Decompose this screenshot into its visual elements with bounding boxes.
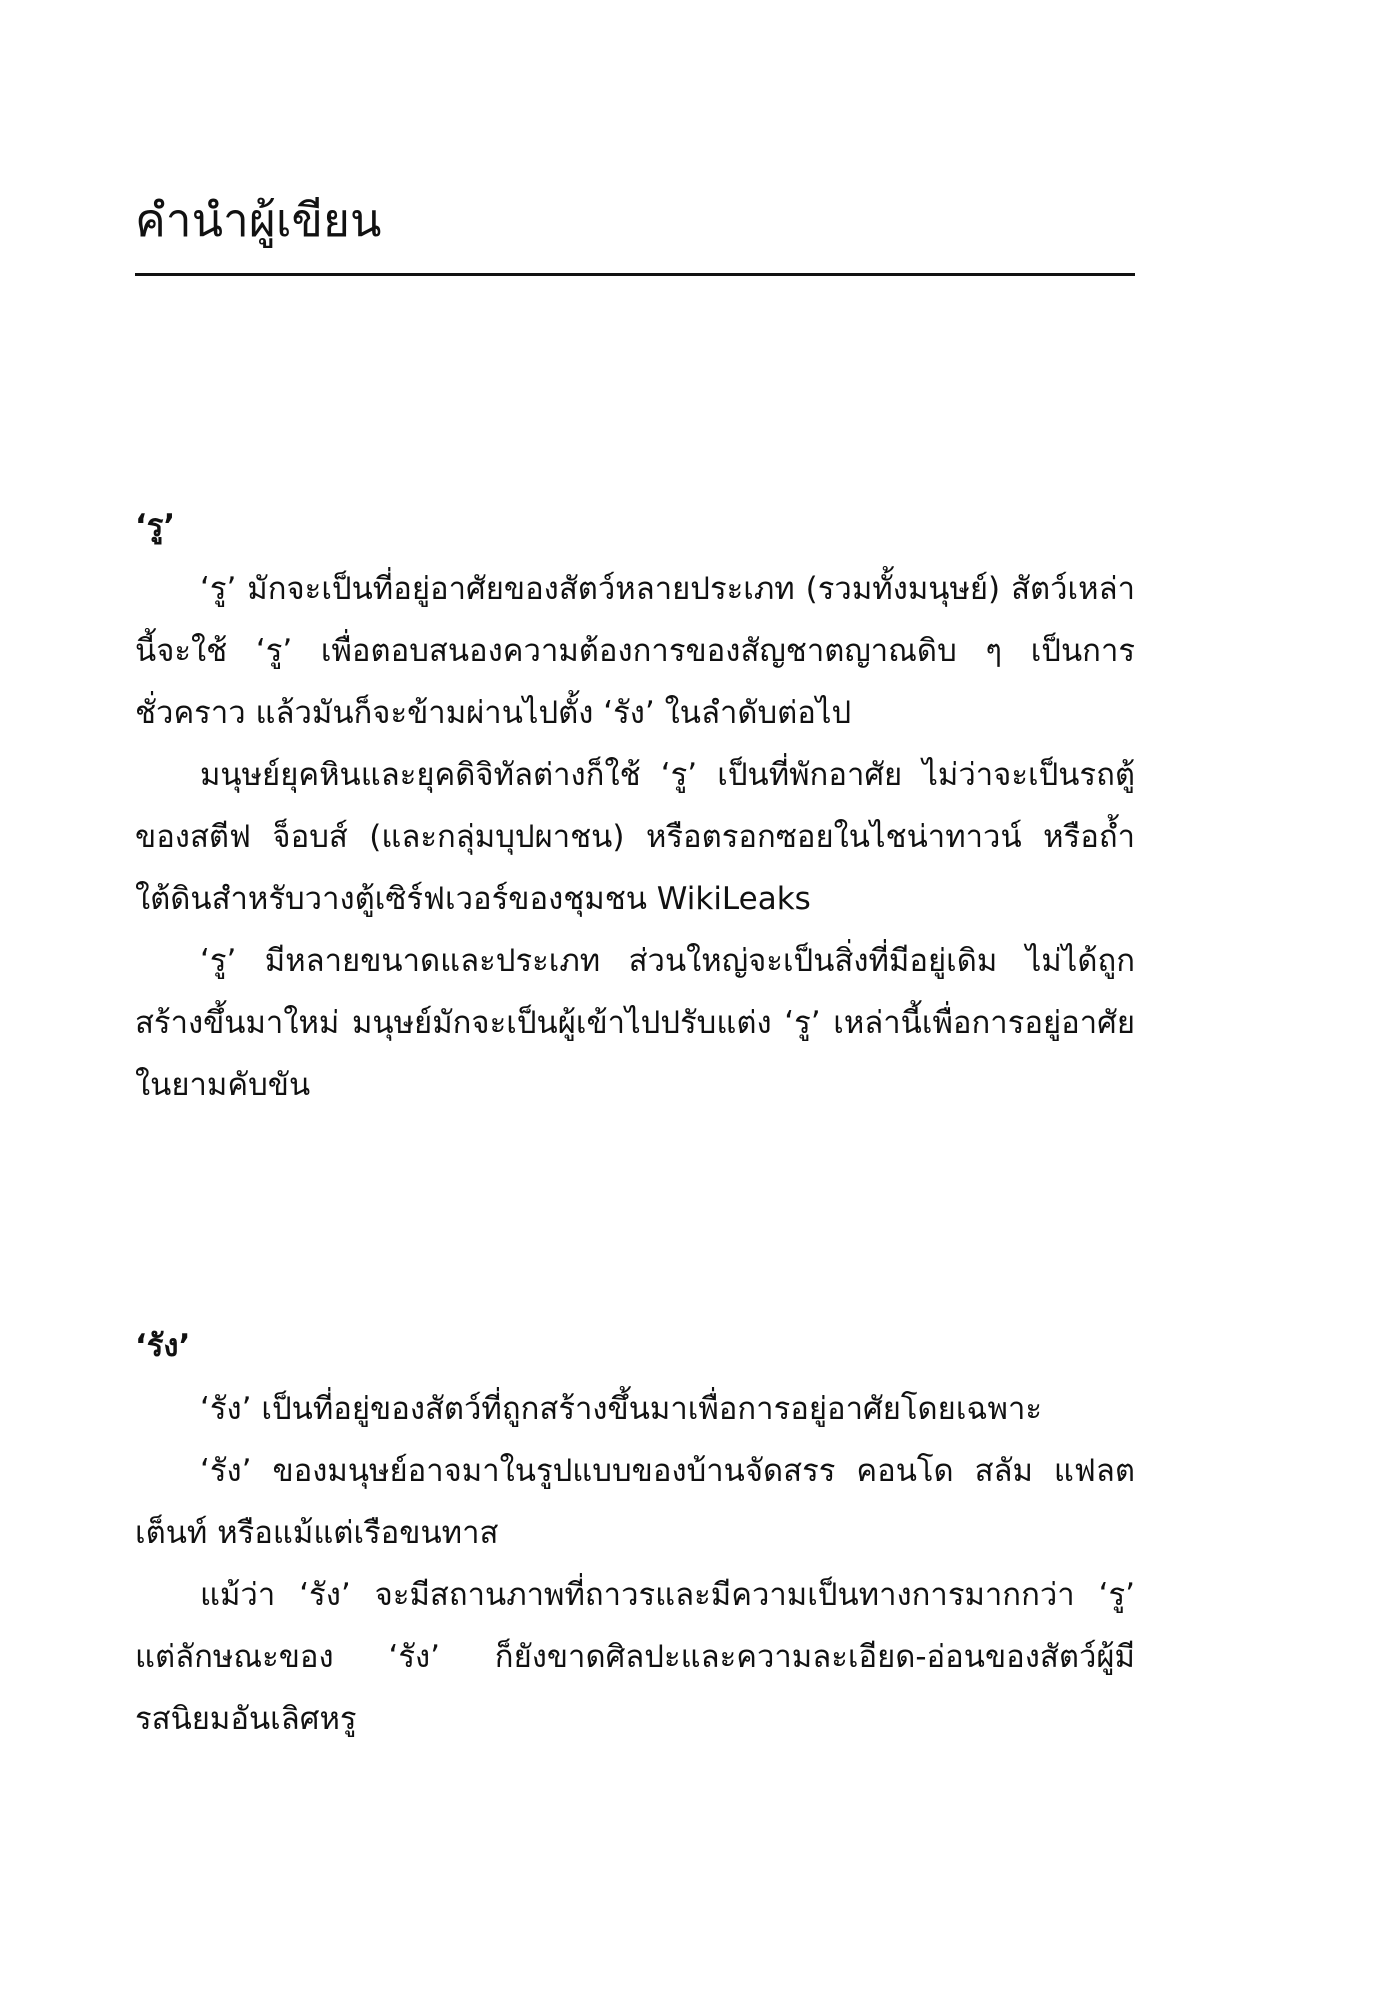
paragraph: ‘รัง’ ของมนุษย์อาจมาในรูปแบบของบ้านจัดสรร คอนโด สลัม แฟลต เต็นท์ หรือแม้แต่เรือขนทาส bbox=[135, 1453, 1135, 1551]
page-title: คำนำผู้เขียน bbox=[135, 193, 382, 247]
paragraph: ‘รัง’ เป็นที่อยู่ของสัตว์ที่ถูกสร้างขึ้นมาเพื่อการอยู่อาศัยโดยเฉพาะ bbox=[200, 1391, 1043, 1427]
title-divider bbox=[135, 273, 1135, 276]
paragraph: ‘รู’ มักจะเป็นที่อยู่อาศัยของสัตว์หลายประเภท (รวมทั้งมนุษย์) สัตว์เหล่านี้จะใช้ ‘รู’ เพื่อตอบสนองความต้องการของสัญชาตญาณดิบ ๆ เป็นการชั่วคราว แล้วมันก็จะข้ามผ่านไปตั้ง ‘รัง’ ในลำดับต่อไป bbox=[135, 571, 1135, 731]
section-heading: ‘รัง’ bbox=[135, 1328, 191, 1364]
section-heading: ‘รู’ bbox=[135, 508, 176, 544]
paragraph: มนุษย์ยุคหินและยุคดิจิทัลต่างก็ใช้ ‘รู’ เป็นที่พักอาศัย ไม่ว่าจะเป็นรถตู้ของสตีฟ จ็อบส์ (และกลุ่มบุปผาชน) หรือตรอกซอยในไชน่าทาวน์ หรือถ้ำใต้ดินสำหรับวางตู้เซิร์ฟเวอร์ของชุมชน WikiLeaks bbox=[135, 757, 1135, 917]
section-hole bbox=[135, 500, 1135, 1116]
paragraph: แม้ว่า ‘รัง’ จะมีสถานภาพที่ถาวรและมีความเป็นทางการมากกว่า ‘รู’ แต่ลักษณะของ ‘รัง’ ก็ยังขาดศิลปะและความละเอียด-อ่อนของสัตว์ผู้มีรสนิยมอันเลิศหรู bbox=[135, 1577, 1135, 1737]
book-page bbox=[135, 0, 1135, 2016]
section-nest bbox=[135, 1320, 1135, 1750]
paragraph: ‘รู’ มีหลายขนาดและประเภท ส่วนใหญ่จะเป็นสิ่งที่มีอยู่เดิม ไม่ได้ถูกสร้างขึ้นมาใหม่ มนุษย์มักจะเป็นผู้เข้าไปปรับแต่ง ‘รู’ เหล่านี้เพื่อการอยู่อาศัยในยามคับขัน bbox=[135, 943, 1135, 1103]
